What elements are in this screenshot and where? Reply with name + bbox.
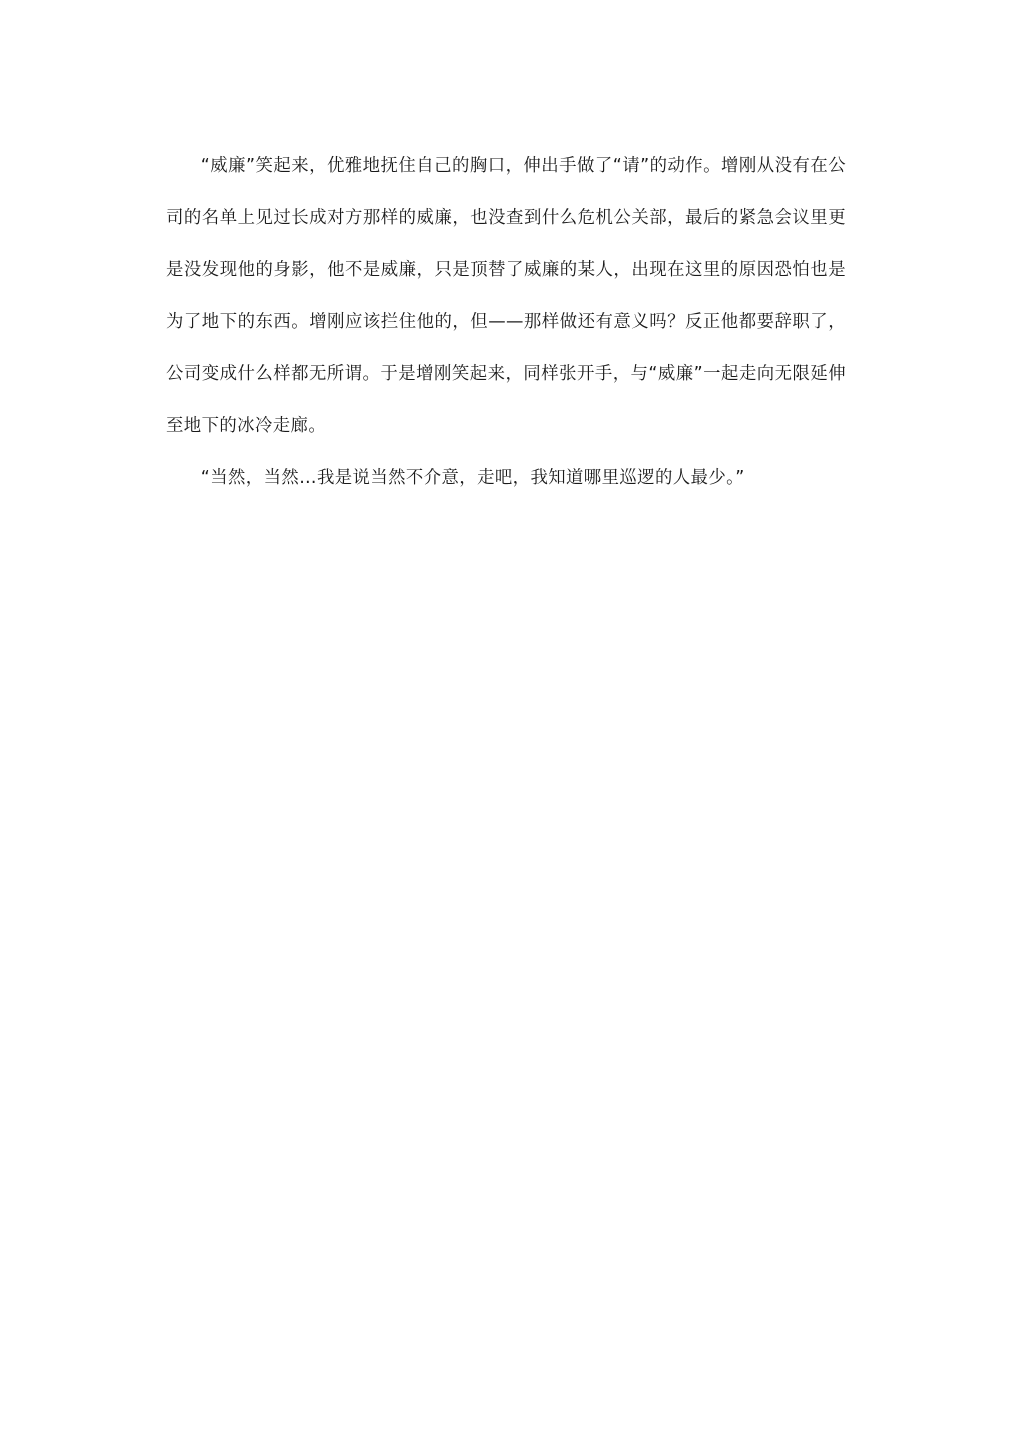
body-text xyxy=(166,140,846,504)
paragraph-2: “当然，当然…我是说当然不介意，走吧，我知道哪里巡逻的人最少。” xyxy=(200,468,745,488)
paragraph-1: “威廉”笑起来，优雅地抚住自己的胸口，伸出手做了“请”的动作。增刚从没有在公司的名单上见过长成对方那样的威廉，也没查到什么危机公关部，最后的紧急会议里更是没发现他的身影，他不是威廉，只是顶替了威廉的某人，出现在这里的原因恐怕也是为了地下的东西。增刚应该拦住他的，但——那样做还有意义吗？反正他都要辞职了，公司变成什么样都无所谓。于是增刚笑起来，同样张开手，与“威廉”一起走向无限延伸至地下的冰冷走廊。 xyxy=(166,156,846,436)
